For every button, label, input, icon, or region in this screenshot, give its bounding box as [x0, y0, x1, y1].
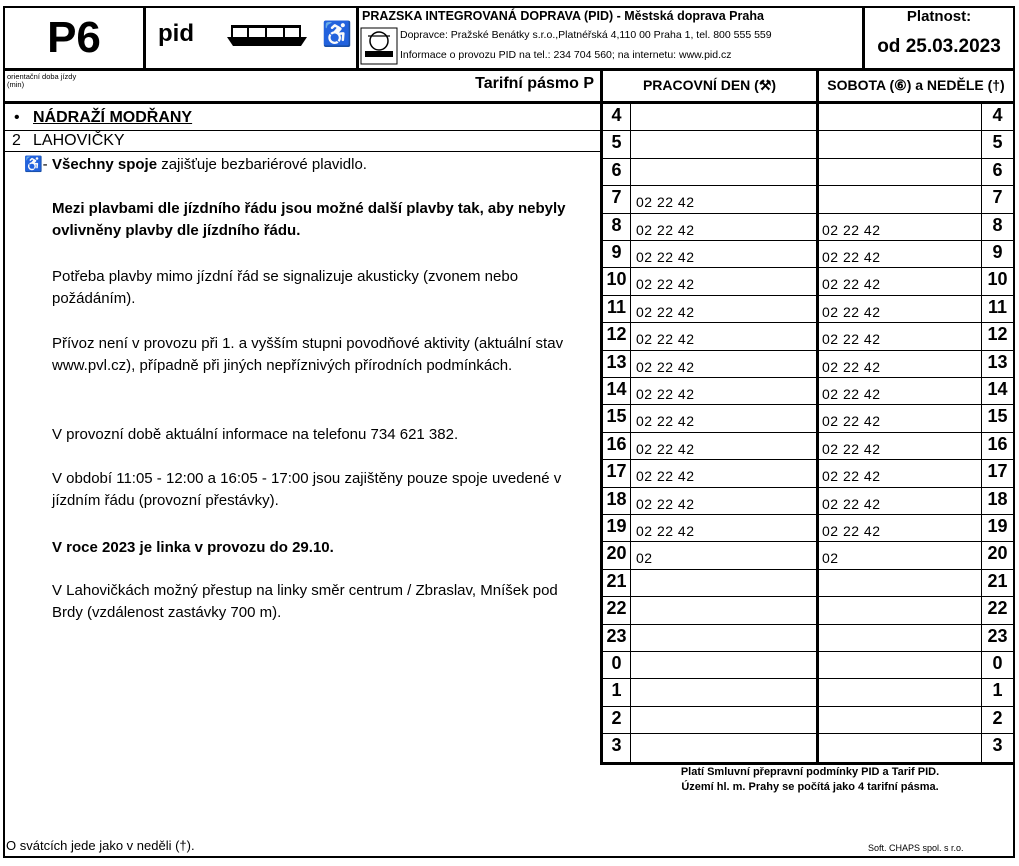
holiday-note: O svátcích jede jako v neděli (†).	[6, 838, 195, 853]
weekend-departures: 02 22 42	[822, 276, 881, 293]
hour-weekend: 10	[987, 269, 1008, 290]
weekday-departures: 02 22 42	[636, 468, 695, 485]
row-divider	[603, 432, 1013, 433]
hour-weekend: 7	[992, 187, 1003, 208]
weekday-departures: 02	[636, 550, 653, 567]
row-divider	[603, 185, 1013, 186]
hour-weekend: 17	[987, 461, 1008, 482]
hour-weekend: 8	[992, 214, 1003, 235]
hour-weekday: 5	[611, 132, 622, 153]
hour-weekend: 3	[992, 735, 1003, 756]
row-divider	[603, 158, 1013, 159]
company-logo-icon	[360, 27, 398, 65]
weekend-departures: 02 22 42	[822, 221, 881, 238]
hour-weekend: 6	[992, 159, 1003, 180]
hour-weekend: 16	[987, 433, 1008, 454]
hour-weekend: 2	[992, 707, 1003, 728]
line-number: P6	[47, 13, 101, 62]
hour-weekday: 14	[606, 379, 627, 399]
row-divider	[603, 350, 1013, 351]
hour-weekday: 2	[611, 707, 622, 728]
hour-weekend: 14	[987, 379, 1008, 399]
divider	[3, 130, 601, 131]
weekday-departures: 02 22 42	[636, 523, 695, 539]
divider	[143, 8, 146, 68]
stop-ride-time: 2	[12, 132, 21, 149]
weekday-departures: 02 22 42	[636, 276, 695, 293]
row-divider	[603, 596, 1013, 597]
divider	[600, 101, 1015, 104]
row-divider	[603, 322, 1013, 323]
hour-weekend: 11	[987, 296, 1008, 317]
note-flood: Přívoz není v provozu při 1. a vyšším stupni povodňové aktivity (aktuální stav www.pvl.cz), případně při jiných nepříznivých přírodních podmínkách.	[52, 335, 564, 374]
hour-weekday: 13	[606, 351, 627, 372]
row-divider	[603, 733, 1013, 734]
divider	[3, 151, 601, 152]
row-divider	[603, 706, 1013, 707]
row-divider	[603, 651, 1013, 652]
hour-weekday: 12	[606, 324, 627, 345]
organization-title: PRAZSKA INTEGROVANÁ DOPRAVA (PID) - Městská doprava Praha	[362, 9, 764, 23]
stop-bullet: •	[14, 109, 20, 126]
weekend-departures: 02	[822, 550, 839, 567]
row-divider	[603, 404, 1013, 405]
hour-weekend: 1	[992, 680, 1003, 701]
row-divider	[603, 240, 1013, 241]
hour-weekday: 15	[606, 406, 627, 427]
row-divider	[603, 514, 1013, 515]
weekend-departures: 02 22 42	[822, 495, 881, 512]
stop-lahovicky: LAHOVIČKY	[33, 132, 125, 149]
hour-weekday: 16	[606, 433, 627, 454]
divider	[356, 8, 359, 68]
timetable-day-divider	[816, 68, 819, 765]
hour-weekday: 1	[611, 680, 622, 701]
hour-weekend: 18	[987, 488, 1008, 509]
weekend-departures: 02 22 42	[822, 523, 881, 539]
carrier-info: Dopravce: Pražské Benátky s.r.o.,Platnéřská 4,110 00 Praha 1, tel. 800 555 559	[400, 29, 772, 41]
weekday-header: PRACOVNÍ DEN (⚒)	[642, 77, 777, 93]
row-divider	[603, 213, 1013, 214]
weekend-departures: 02 22 42	[822, 440, 881, 457]
note-accessibility-bold: Všechny spoje	[52, 156, 158, 173]
tariff-zone: Tarifní pásmo P	[475, 75, 594, 92]
row-divider	[603, 377, 1013, 378]
hour-weekend: 21	[987, 570, 1008, 591]
weekday-departures: 02 22 42	[636, 440, 695, 457]
weekday-departures: 02 22 42	[636, 386, 695, 402]
weekday-departures: 02 22 42	[636, 303, 695, 320]
tariff-note-1: Platí Smluvní přepravní podmínky PID a Tarif PID.	[680, 766, 940, 778]
note-breaks: V období 11:05 - 12:00 a 16:05 - 17:00 jsou zajištěny pouze spoje uvedené v jízdním řádu (provozní přestávky).	[52, 470, 562, 509]
hour-weekend: 19	[987, 516, 1008, 536]
note-accessibility	[52, 154, 592, 176]
tariff-note-2: Území hl. m. Prahy se počítá jako 4 tarifní pásma.	[681, 781, 939, 793]
hour-weekday: 19	[606, 516, 627, 536]
hour-weekday: 20	[606, 543, 627, 564]
hour-weekend: 12	[987, 324, 1008, 345]
divider	[3, 68, 1015, 71]
row-divider	[603, 569, 1013, 570]
ferry-icon	[225, 22, 310, 52]
hour-weekday: 9	[611, 242, 622, 262]
timetable-right-border	[1013, 68, 1015, 765]
hour-weekday: 3	[611, 735, 622, 756]
weekday-departures: 02 22 42	[636, 331, 695, 348]
row-divider	[603, 487, 1013, 488]
hour-weekday: 18	[606, 488, 627, 509]
weekday-departures: 02 22 42	[636, 358, 695, 375]
hour-weekend: 22	[987, 598, 1008, 619]
hour-weekday: 0	[611, 653, 622, 673]
hour-weekend: 20	[987, 543, 1008, 564]
ride-time-label: orientační doba jízdy (min)	[7, 72, 77, 89]
weekday-departures: 02 22 42	[636, 413, 695, 430]
hour-weekday: 11	[606, 296, 627, 317]
weekend-header: SOBOTA (⑥) a NEDĚLE (†)	[827, 77, 1005, 93]
row-divider	[603, 624, 1013, 625]
weekend-departures: 02 22 42	[822, 303, 881, 320]
contact-info: Informace o provozu PID na tel.: 234 704 560; na internetu: www.pid.cz	[400, 49, 732, 61]
hour-weekday: 10	[606, 269, 627, 290]
weekend-departures: 02 22 42	[822, 413, 881, 430]
weekday-departures: 02 22 42	[636, 194, 695, 211]
weekend-departures: 02 22 42	[822, 386, 881, 402]
hour-weekday: 21	[606, 570, 627, 591]
row-divider	[603, 541, 1013, 542]
note-phone: V provozní době aktuální informace na telefonu 734 621 382.	[52, 426, 459, 443]
hour-weekday: 17	[606, 461, 627, 482]
row-divider	[603, 678, 1013, 679]
weekday-departures: 02 22 42	[636, 249, 695, 265]
hour-weekday: 4	[611, 105, 622, 125]
weekend-departures: 02 22 42	[822, 249, 881, 265]
stop-nadrazi-modrany: NÁDRAŽÍ MODŘANY	[33, 109, 193, 126]
wheelchair-note-icon: ♿-	[24, 156, 48, 173]
hour-weekend: 13	[987, 351, 1008, 372]
hour-weekend: 15	[987, 406, 1008, 427]
hour-weekday: 7	[611, 187, 622, 208]
row-divider	[603, 130, 1013, 131]
weekday-departures: 02 22 42	[636, 221, 695, 238]
hour-weekday: 22	[606, 598, 627, 619]
note-season: V roce 2023 je linka v provozu do 29.10.	[52, 539, 334, 556]
weekday-departures: 02 22 42	[636, 495, 695, 512]
validity-date: od 25.03.2023	[877, 36, 1001, 57]
hour-weekday: 8	[611, 214, 622, 235]
note-accessibility-text: zajišťuje bezbariérové plavidlo.	[157, 156, 367, 173]
weekend-departures: 02 22 42	[822, 358, 881, 375]
hour-weekday: 23	[606, 625, 627, 646]
weekend-departures: 02 22 42	[822, 331, 881, 348]
note-extra-trips: Mezi plavbami dle jízdního řádu jsou možné další plavby tak, aby nebyly ovlivněny plavby dle jízdního řádu.	[52, 200, 566, 239]
software-credit: Soft. CHAPS spol. s r.o.	[868, 843, 964, 853]
weekend-departures: 02 22 42	[822, 468, 881, 485]
row-divider	[603, 295, 1013, 296]
note-signal: Potřeba plavby mimo jízdní řád se signalizuje akusticky (zvonem nebo požádáním).	[52, 268, 519, 307]
hour-weekend: 23	[987, 625, 1008, 646]
hour-weekend: 4	[992, 105, 1003, 125]
validity-label: Platnost:	[906, 8, 972, 25]
divider	[3, 101, 603, 104]
wheelchair-icon: ♿	[322, 21, 352, 48]
row-divider	[603, 459, 1013, 460]
pid-logo: pid	[158, 20, 194, 47]
hour-weekend: 9	[992, 242, 1003, 262]
row-divider	[603, 267, 1013, 268]
hour-weekend: 0	[992, 653, 1003, 673]
hour-weekday: 6	[611, 159, 622, 180]
hour-weekend: 5	[992, 132, 1003, 153]
note-transfer: V Lahovičkách možný přestup na linky směr centrum / Zbraslav, Mníšek pod Brdy (vzdálenost zastávky 700 m).	[52, 582, 558, 621]
